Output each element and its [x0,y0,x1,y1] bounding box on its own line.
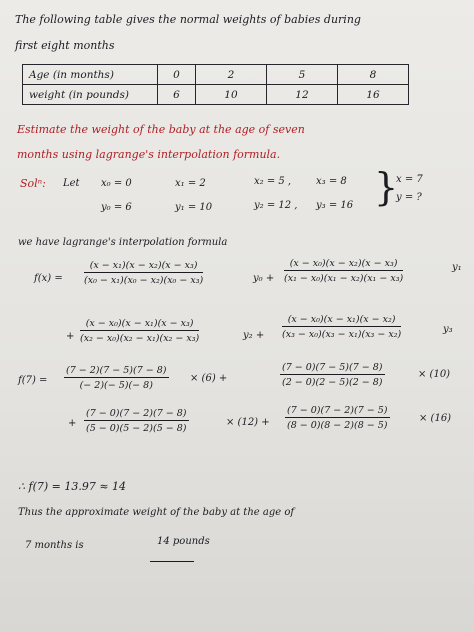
formula-term-1 [84,260,203,286]
numerator: (7 − 0)(7 − 2)(7 − 5) [287,405,388,416]
table-header-weight: weight (in pounds) [23,85,158,105]
age-weight-table [22,64,409,105]
given-y0: y₀ = 6 [101,202,132,213]
plus-sign: + [68,418,77,429]
table-cell: 12 [266,85,337,105]
formula-lhs: f(x) = [34,273,63,284]
numerator: (x − x₀)(x − x₁)(x − x₃) [80,318,199,331]
denominator: (x₁ − x₀)(x₁ − x₂)(x₁ − x₃) [284,273,404,284]
y0-factor: y₀ + [253,273,275,284]
substitution-term-3 [84,408,189,434]
denominator: (5 − 0)(5 − 2)(5 − 8) [86,423,187,434]
numerator: (7 − 0)(7 − 2)(7 − 8) [86,408,187,419]
question-line-1: Estimate the weight of the baby at the age of seven [17,123,305,136]
given-y3: y₃ = 16 [316,200,354,211]
answer-underline [150,561,194,562]
substitution-term-2 [280,362,385,388]
given-x3: x₃ = 8 [316,176,347,187]
y1-factor: y₁ [452,262,462,273]
given-y2: y₂ = 12 , [254,200,298,211]
table-row [23,65,409,85]
denominator: (x₂ − x₀)(x₂ − x₁)(x₂ − x₃) [80,333,200,344]
let-word: Let [63,178,80,189]
table-cell: 2 [195,65,266,85]
multiplier-3: × (12) + [226,417,270,428]
y3-factor: y₃ [443,324,453,335]
multiplier-2: × (10) [418,369,451,380]
question-line-2: months using lagrange's interpolation formula. [17,148,281,161]
table-cell: 16 [337,85,408,105]
table-cell: 5 [266,65,337,85]
denominator: (x₀ − x₁)(x₀ − x₂)(x₀ − x₃) [84,275,204,286]
intro-line-2: first eight months [15,39,115,52]
formula-term-3 [80,318,199,344]
given-y1: y₁ = 10 [175,202,213,213]
numerator: (x − x₀)(x − x₂)(x − x₃) [284,258,403,271]
given-x0: x₀ = 0 [101,178,132,189]
multiplier-1: × (6) + [190,373,228,384]
denominator: (8 − 0)(8 − 2)(8 − 5) [287,420,388,431]
formula-term-2 [284,258,403,284]
final-answer: 14 pounds [157,536,210,547]
plus-sign: + [66,331,75,342]
solution-label: Solⁿ: [20,177,46,190]
given-x1: x₁ = 2 [175,178,206,189]
multiplier-4: × (16) [419,413,452,424]
table-cell: 8 [337,65,408,85]
curly-brace: } [374,165,399,209]
given-x2: x₂ = 5 , [254,176,292,187]
substitution-term-1 [64,365,169,391]
result-line: ∴ f(7) = 13.97 ≈ 14 [18,480,127,493]
query-x: x = 7 [396,174,423,185]
numerator: (x − x₀)(x − x₁)(x − x₂) [282,314,401,327]
table-cell: 6 [158,85,196,105]
denominator: (2 − 0)(2 − 5)(2 − 8) [282,377,383,388]
table-cell: 0 [158,65,196,85]
intro-line-1: The following table gives the normal weights of babies during [15,13,361,26]
conclusion-line-1: Thus the approximate weight of the baby at the age of [18,507,295,518]
formula-intro: we have lagrange's interpolation formula [18,237,228,248]
substitution-lhs: f(7) = [18,375,48,386]
table-cell: 10 [195,85,266,105]
formula-term-4 [282,314,401,340]
y2-factor: y₂ + [243,330,265,341]
numerator: (7 − 2)(7 − 5)(7 − 8) [66,365,167,376]
table-row [23,85,409,105]
substitution-term-4 [285,405,390,431]
denominator: (x₃ − x₀)(x₃ − x₁)(x₃ − x₂) [282,329,402,340]
table-header-age: Age (in months) [23,65,158,85]
conclusion-line-2: 7 months is [25,540,84,551]
denominator: (− 2)(− 5)(− 8) [79,380,153,391]
numerator: (7 − 0)(7 − 5)(7 − 8) [282,362,383,373]
numerator: (x − x₁)(x − x₂)(x − x₃) [84,260,203,273]
query-y: y = ? [396,192,422,203]
